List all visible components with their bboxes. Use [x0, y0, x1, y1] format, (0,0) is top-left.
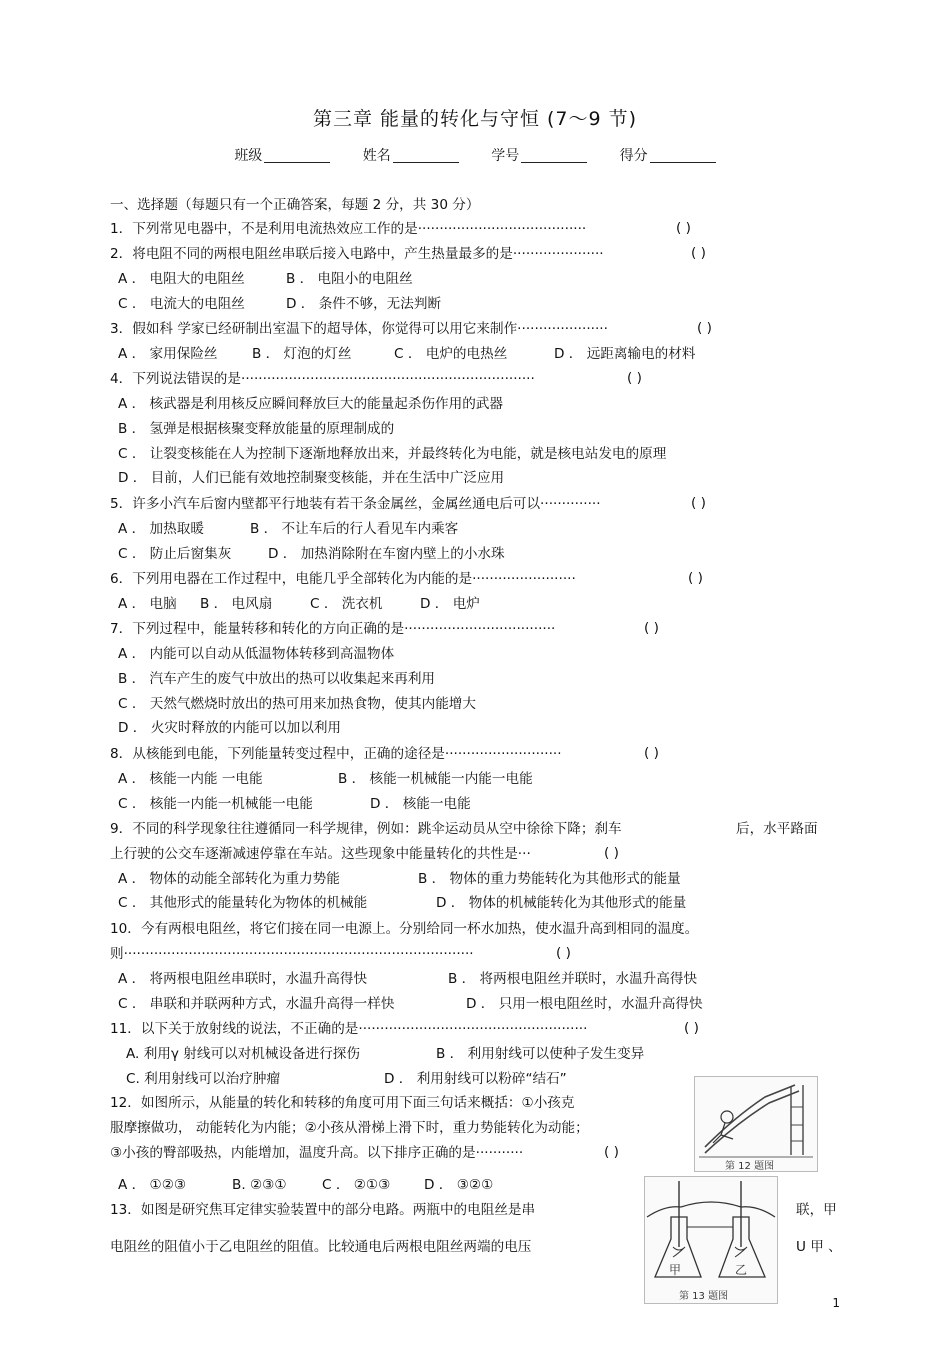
question-5-option-a: A ． 加热取暖 — [118, 521, 204, 537]
question-2-answer: ( ) — [691, 245, 706, 261]
question-9-option-a: A ． 物体的动能全部转化为重力势能 — [118, 871, 340, 887]
field-id: 学号 — [491, 148, 587, 164]
page-number: 1 — [832, 1296, 840, 1310]
question-4-answer: ( ) — [627, 370, 642, 386]
question-11-option-c: C. 利用射线可以治疗肿瘤 — [126, 1071, 281, 1087]
question-5-option-b: B ． 不让车后的行人看见车内乘客 — [250, 521, 459, 537]
question-9-stem: 9．不同的科学现象往往遵循同一科学规律，例如：跳伞运动员从空中徐徐下降；刹车 — [110, 821, 622, 837]
field-name: 姓名 — [363, 148, 459, 164]
question-6-option-d: D ． 电炉 — [420, 596, 480, 612]
question-7-option-b: B ． 汽车产生的废气中放出的热可以收集起来再利用 — [118, 671, 436, 687]
question-12-option-d: D ． ③②① — [424, 1177, 494, 1193]
question-11-stem: 11．以下关于放射线的说法，不正确的是····················································· — [110, 1021, 588, 1037]
question-12-option-b: B. ②③① — [232, 1177, 287, 1193]
question-4-option-b: B ． 氢弹是根据核聚变释放能量的原理制成的 — [118, 421, 395, 437]
question-10-stem-line2: 则················································································· — [110, 946, 474, 962]
question-3-option-d: D ． 远距离输电的材料 — [554, 346, 696, 362]
question-2-option-a: A ． 电阻大的电阻丝 — [118, 271, 245, 287]
question-7-option-d: D ． 火灾时释放的内能可以加以利用 — [118, 720, 342, 736]
question-9-stem-tail: 后，水平路面 — [736, 821, 818, 837]
question-8-option-a: A ． 核能一内能 一电能 — [118, 771, 263, 787]
question-9-stem-line2: 上行驶的公交车逐渐减速停靠在车站。这些现象中能量转化的共性是··· — [110, 846, 531, 862]
question-5-option-c: C ． 防止后窗集灰 — [118, 546, 232, 562]
question-11-answer: ( ) — [684, 1020, 699, 1036]
figure-13-label-yi: 乙 — [735, 1263, 748, 1277]
question-6-stem: 6．下列用电器在工作过程中，电能几乎全部转化为内能的是························ — [110, 571, 576, 587]
question-2-option-c: C ． 电流大的电阻丝 — [118, 296, 245, 312]
question-1-stem: 1．下列常见电器中，不是利用电流热效应工作的是······································· — [110, 221, 587, 237]
question-12-stem: 12．如图所示，从能量的转化和转移的角度可用下面三句话来概括：①小孩克 — [110, 1095, 575, 1111]
question-7-option-c: C ． 天然气燃烧时放出的热可用来加热食物，使其内能增大 — [118, 696, 476, 712]
question-8-option-c: C ． 核能一内能一机械能一电能 — [118, 796, 313, 812]
question-5-option-d: D ． 加热消除附在车窗内壁上的小水珠 — [268, 546, 505, 562]
question-10-answer: ( ) — [556, 945, 571, 961]
section-heading: 一、选择题（每题只有一个正确答案，每题 2 分，共 30 分） — [110, 197, 480, 213]
field-score: 得分 — [620, 148, 716, 164]
question-11-option-b: B ． 利用射线可以使种子发生变异 — [436, 1046, 645, 1062]
flask-circuit-illustration — [645, 1177, 777, 1303]
figure-13-label-jia: 甲 — [669, 1263, 682, 1277]
question-8-option-d: D ． 核能一电能 — [370, 796, 471, 812]
question-3-stem: 3．假如科 学家已经研制出室温下的超导体，你觉得可以用它来制作····················· — [110, 321, 608, 337]
question-4-option-d: D ． 目前，人们已能有效地控制聚变核能，并在生活中广泛应用 — [118, 470, 505, 486]
question-2-option-b: B ． 电阻小的电阻丝 — [286, 271, 413, 287]
figure-12-caption: 第 12 题图 — [725, 1161, 775, 1172]
question-2-option-d: D ． 条件不够，无法判断 — [286, 296, 442, 312]
student-info-row — [0, 145, 950, 165]
question-10-option-c: C ． 串联和并联两种方式，水温升高得一样快 — [118, 996, 395, 1012]
question-10-option-a: A ． 将两根电阻丝串联时，水温升高得快 — [118, 971, 368, 987]
figure-13-flasks — [644, 1176, 778, 1304]
question-6-option-a: A ． 电脑 — [118, 596, 177, 612]
question-12-option-c: C ． ②①③ — [322, 1177, 391, 1193]
question-3-option-c: C ． 电炉的电热丝 — [394, 346, 508, 362]
question-2-stem: 2．将电阻不同的两根电阻丝串联后接入电路中，产生热量最多的是····················· — [110, 246, 604, 262]
question-12-stem-line3: ③小孩的臀部吸热，内能增加，温度升高。以下排序正确的是··········· — [110, 1145, 524, 1161]
question-13-stem-line2-tail: U 甲 、 — [796, 1239, 842, 1255]
question-6-option-b: B ． 电风扇 — [200, 596, 273, 612]
question-8-answer: ( ) — [644, 745, 659, 761]
question-4-option-a: A ． 核武器是利用核反应瞬间释放巨大的能量起杀伤作用的武器 — [118, 396, 503, 412]
question-11-option-d: D ． 利用射线可以粉碎“结石” — [384, 1071, 567, 1087]
question-12-option-a: A ． ①②③ — [118, 1177, 187, 1193]
question-10-stem: 10．今有两根电阻丝，将它们接在同一电源上。分别给同一杯水加热，使水温升高到相同的温度。 — [110, 921, 699, 937]
question-9-answer: ( ) — [604, 845, 619, 861]
figure-13-caption: 第 13 题图 — [679, 1291, 729, 1302]
question-4-option-c: C ． 让裂变核能在人为控制下逐渐地释放出来，并最终转化为电能，就是核电站发电的原理 — [118, 446, 667, 462]
question-9-option-b: B ． 物体的重力势能转化为其他形式的能量 — [418, 871, 681, 887]
figure-12-slide — [694, 1076, 818, 1172]
question-3-answer: ( ) — [697, 320, 712, 336]
question-12-answer: ( ) — [604, 1144, 619, 1160]
field-class: 班级 — [234, 148, 330, 164]
question-10-option-d: D ． 只用一根电阻丝时，水温升高得快 — [466, 996, 703, 1012]
question-6-option-c: C ． 洗衣机 — [310, 596, 383, 612]
question-5-answer: ( ) — [691, 495, 706, 511]
question-7-option-a: A ． 内能可以自动从低温物体转移到高温物体 — [118, 646, 395, 662]
question-4-stem: 4．下列说法错误的是···································································· — [110, 371, 535, 387]
question-1-answer: ( ) — [676, 220, 691, 236]
question-9-option-d: D ． 物体的机械能转化为其他形式的能量 — [436, 895, 687, 911]
question-13-stem: 13．如图是研究焦耳定律实验装置中的部分电路。两瓶中的电阻丝是串 — [110, 1202, 536, 1218]
question-7-answer: ( ) — [644, 620, 659, 636]
question-10-option-b: B ． 将两根电阻丝并联时，水温升高得快 — [448, 971, 698, 987]
question-9-option-c: C ． 其他形式的能量转化为物体的机械能 — [118, 895, 368, 911]
question-5-stem: 5．许多小汽车后窗内壁都平行地装有若干条金属丝，金属丝通电后可以·············· — [110, 496, 601, 512]
question-6-answer: ( ) — [688, 570, 703, 586]
question-8-stem: 8．从核能到电能，下列能量转变过程中，正确的途径是··························· — [110, 746, 562, 762]
question-11-option-a: A. 利用γ 射线可以对机械设备进行探伤 — [126, 1046, 360, 1062]
question-13-stem-tail: 联，甲 — [796, 1202, 837, 1218]
question-3-option-b: B ． 灯泡的灯丝 — [252, 346, 352, 362]
page-title: 第三章 能量的转化与守恒 (7～9 节) — [312, 108, 638, 130]
question-13-stem-line2: 电阻丝的阻值小于乙电阻丝的阻值。比较通电后两根电阻丝两端的电压 — [110, 1239, 532, 1255]
question-3-option-a: A ． 家用保险丝 — [118, 346, 218, 362]
question-12-stem-line2: 服摩擦做功， 动能转化为内能；②小孩从滑梯上滑下时，重力势能转化为动能； — [110, 1120, 589, 1136]
question-7-stem: 7．下列过程中，能量转移和转化的方向正确的是··································· — [110, 621, 556, 637]
question-8-option-b: B ． 核能一机械能一内能一电能 — [338, 771, 533, 787]
